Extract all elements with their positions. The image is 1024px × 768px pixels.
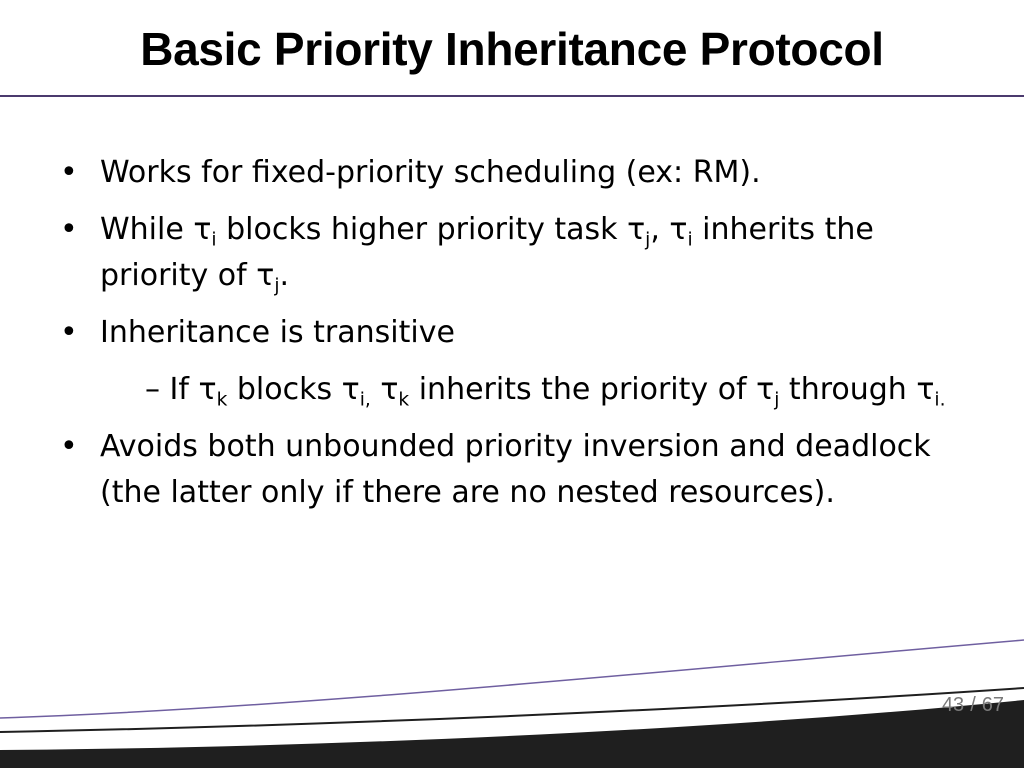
slide-title: Basic Priority Inheritance Protocol [140,23,884,75]
bullet-text: Inheritance is transitive [100,315,455,350]
footer-curve-accent [0,640,1024,718]
page-total: 67 [981,694,1004,716]
bullet-item-transitive [60,310,980,356]
text-run: through τ [779,372,935,407]
sub-bullet-dash: – [145,372,160,407]
bullet-item-while-blocks [60,207,980,299]
text-run: , τ [650,212,688,247]
bullet-item-avoids-inversion [60,424,980,516]
text-run: blocks τ [227,372,360,407]
sub-bullet-item-transitive-example [60,367,980,413]
text-run: While τ [100,212,212,247]
page-separator: / [970,694,976,716]
subscript: j [274,275,280,297]
sub-bullet-text [169,372,946,411]
bullet-list [60,150,980,527]
page-current: 43 [941,694,965,716]
subscript: i, [359,389,371,411]
bullet-text: Works for fixed-priority scheduling (ex: RM). [100,155,761,190]
text-run: If τ [169,372,217,407]
subscript: i [211,229,217,251]
footer-band [0,700,1024,768]
bullet-dot: • [60,315,78,350]
text-run: inherits the priority of τ [100,212,874,293]
subscript: k [216,389,228,411]
subscript: i [687,229,693,251]
bullet-dot: • [60,155,78,190]
bullet-dot: • [60,429,78,464]
bullet-dot: • [60,212,78,247]
bullet-text: Avoids both unbounded priority inversion and deadlock (the latter only if there are no nested resources). [100,429,931,510]
subscript: j [645,229,651,251]
bullet-text [100,212,874,297]
text-run: blocks higher priority task τ [216,212,646,247]
footer-decoration [0,600,1024,768]
text-run: inherits the priority of τ [409,372,775,407]
subscript: i. [934,389,946,411]
page-number [942,694,1004,717]
subscript: j [774,389,780,411]
subscript: k [398,389,410,411]
bullet-item-fixed-priority [60,150,980,196]
title-divider [0,95,1024,97]
text-run: . [279,258,290,293]
text-run: τ [370,372,399,407]
